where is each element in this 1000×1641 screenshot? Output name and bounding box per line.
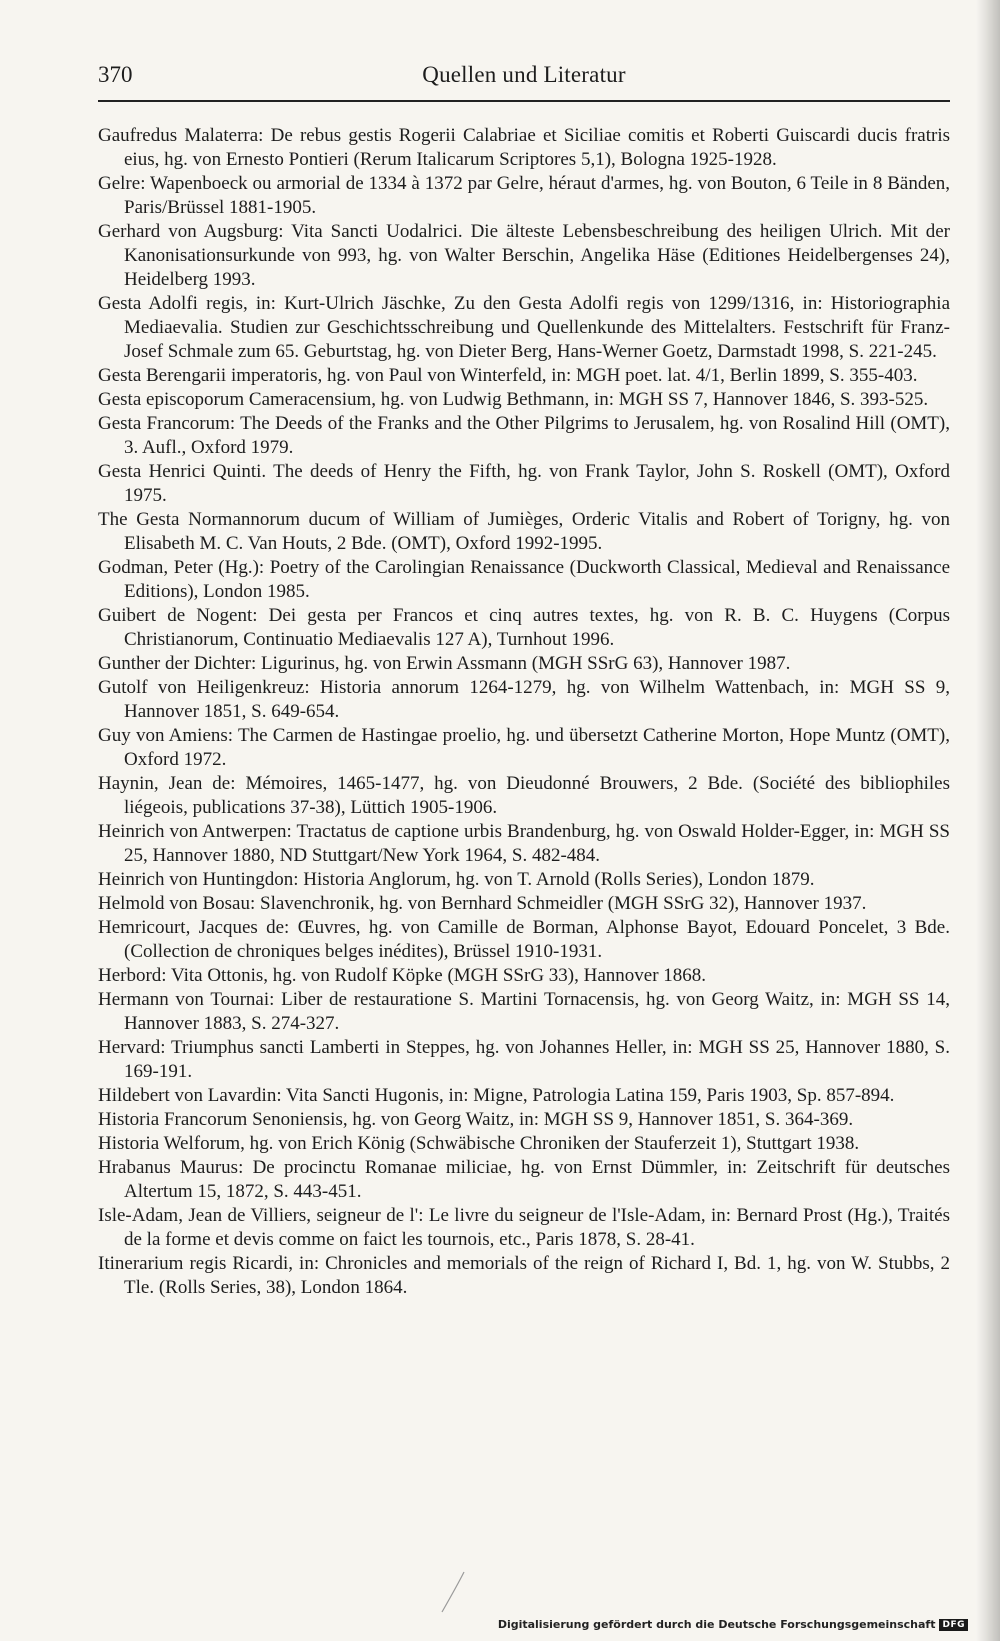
- bibliography-entry: Isle-Adam, Jean de Villiers, seigneur de l': Le livre du seigneur de l'Isle-Adam, in: Bernard Prost (Hg.), Traités de la forme et devis comme on faict les tournois, etc., Paris 1878, S. 28-41.: [98, 1205, 950, 1250]
- bibliography-entry: Heinrich von Antwerpen: Tractatus de captione urbis Brandenburg, hg. von Oswald Holder-Egger, in: MGH SS 25, Hannover 1880, ND Stuttgart/New York 1964, S. 482-484.: [98, 821, 950, 866]
- bibliography-entry: Itinerarium regis Ricardi, in: Chronicles and memorials of the reign of Richard I, Bd. 1, hg. von W. Stubbs, 2 Tle. (Rolls Series, 38), London 1864.: [98, 1253, 950, 1298]
- bibliography-entry: Godman, Peter (Hg.): Poetry of the Carolingian Renaissance (Duckworth Classical, Medieval and Renaissance Editions), London 1985.: [98, 557, 950, 602]
- bibliography-entry: Guy von Amiens: The Carmen de Hastingae proelio, hg. und übersetzt Catherine Morton, Hope Muntz (OMT), Oxford 1972.: [98, 725, 950, 770]
- running-head: Quellen und Literatur: [422, 62, 626, 87]
- bibliography-entry: Gerhard von Augsburg: Vita Sancti Uodalrici. Die älteste Lebensbeschreibung des heiligen Ulrich. Mit der Kanonisationsurkunde von 993, hg. von Walter Berschin, Angelika Häse (Editiones Heidelbergenses 24), Heidelberg 1993.: [98, 221, 950, 290]
- page-spine-shadow: [976, 0, 1000, 1641]
- bibliography-entry: Historia Francorum Senoniensis, hg. von Georg Waitz, in: MGH SS 9, Hannover 1851, S. 364-369.: [98, 1109, 854, 1130]
- bibliography-entry: Guibert de Nogent: Dei gesta per Francos et cinq autres textes, hg. von R. B. C. Huygens (Corpus Christianorum, Continuatio Mediaevalis 127 A), Turnhout 1996.: [98, 605, 950, 650]
- bibliography-entry: Herbord: Vita Ottonis, hg. von Rudolf Köpke (MGH SSrG 33), Hannover 1868.: [98, 965, 707, 986]
- bibliography-entry: Haynin, Jean de: Mémoires, 1465-1477, hg. von Dieudonné Brouwers, 2 Bde. (Société des bibliophiles liégeois, publications 37-38), Lüttich 1905-1906.: [98, 773, 950, 818]
- bibliography-entry: Gesta Henrici Quinti. The deeds of Henry the Fifth, hg. von Frank Taylor, John S. Roskell (OMT), Oxford 1975.: [98, 461, 950, 506]
- bibliography-entry: Gelre: Wapenboeck ou armorial de 1334 à 1372 par Gelre, héraut d'armes, hg. von Bouton, 6 Teile in 8 Bänden, Paris/Brüssel 1881-1905.: [98, 173, 950, 218]
- bibliography-entry: Hervard: Triumphus sancti Lamberti in Steppes, hg. von Johannes Heller, in: MGH SS 25, Hannover 1880, S. 169-191.: [98, 1037, 950, 1082]
- bibliography-entry: Gunther der Dichter: Ligurinus, hg. von Erwin Assmann (MGH SSrG 63), Hannover 1987.: [98, 653, 791, 674]
- bibliography-entry: Gesta Adolfi regis, in: Kurt-Ulrich Jäschke, Zu den Gesta Adolfi regis von 1299/1316, in: Historiographia Mediaevalia. Studien zur Geschichtsschreibung und Quellenkunde des Mittelalters. Festschrift für Franz-Josef Schmale zum 65. Geburtstag, hg. von Dieter Berg, Hans-Werner Goetz, Darmstadt 1998, S. 221-245.: [98, 293, 950, 362]
- bibliography-entry: Heinrich von Huntingdon: Historia Anglorum, hg. von T. Arnold (Rolls Series), London 1879.: [98, 869, 815, 890]
- bibliography-entry: Hemricourt, Jacques de: Œuvres, hg. von Camille de Borman, Alphonse Bayot, Edouard Poncelet, 3 Bde. (Collection de chroniques belges inédites), Brüssel 1910-1931.: [98, 917, 950, 962]
- bibliography-entry: Gesta episcoporum Cameracensium, hg. von Ludwig Bethmann, in: MGH SS 7, Hannover 1846, S. 393-525.: [98, 389, 929, 410]
- page-number: 370: [98, 62, 133, 87]
- footer-credit-text: Digitalisierung gefördert durch die Deutsche Forschungsgemeinschaft: [497, 1618, 936, 1631]
- bibliography-entry: Hrabanus Maurus: De procinctu Romanae miliciae, hg. von Ernst Dümmler, in: Zeitschrift für deutsches Altertum 15, 1872, S. 443-451.: [98, 1157, 950, 1202]
- bibliography-entry: The Gesta Normannorum ducum of William of Jumièges, Orderic Vitalis and Robert of Torigny, hg. von Elisabeth M. C. Van Houts, 2 Bde. (OMT), Oxford 1992-1995.: [98, 509, 950, 554]
- digitization-footer: [498, 1618, 968, 1631]
- bibliography-list: [98, 124, 950, 1300]
- bibliography-entry: Helmold von Bosau: Slavenchronik, hg. von Bernhard Schmeidler (MGH SSrG 32), Hannover 1937.: [98, 893, 867, 914]
- dfg-logo: DFG: [939, 1619, 968, 1631]
- bibliography-entry: Gaufredus Malaterra: De rebus gestis Rogerii Calabriae et Siciliae comitis et Roberti Guiscardi ducis fratris eius, hg. von Ernesto Pontieri (Rerum Italicarum Scriptores 5,1), Bologna 1925-1928.: [98, 125, 950, 170]
- bibliography-entry: Hildebert von Lavardin: Vita Sancti Hugonis, in: Migne, Patrologia Latina 159, Paris 1903, Sp. 857-894.: [98, 1085, 895, 1106]
- pencil-mark: [438, 1570, 468, 1615]
- bibliography-entry: Hermann von Tournai: Liber de restauratione S. Martini Tornacensis, hg. von Georg Waitz, in: MGH SS 14, Hannover 1883, S. 274-327.: [98, 989, 950, 1034]
- bibliography-entry: Historia Welforum, hg. von Erich König (Schwäbische Chroniken der Stauferzeit 1), Stuttgart 1938.: [98, 1133, 860, 1154]
- bibliography-entry: Gutolf von Heiligenkreuz: Historia annorum 1264-1279, hg. von Wilhelm Wattenbach, in: MGH SS 9, Hannover 1851, S. 649-654.: [98, 677, 950, 722]
- bibliography-entry: Gesta Francorum: The Deeds of the Franks and the Other Pilgrims to Jerusalem, hg. von Rosalind Hill (OMT), 3. Aufl., Oxford 1979.: [98, 413, 950, 458]
- page-header: [98, 60, 950, 102]
- bibliography-entry: Gesta Berengarii imperatoris, hg. von Paul von Winterfeld, in: MGH poet. lat. 4/1, Berlin 1899, S. 355-403.: [98, 365, 918, 386]
